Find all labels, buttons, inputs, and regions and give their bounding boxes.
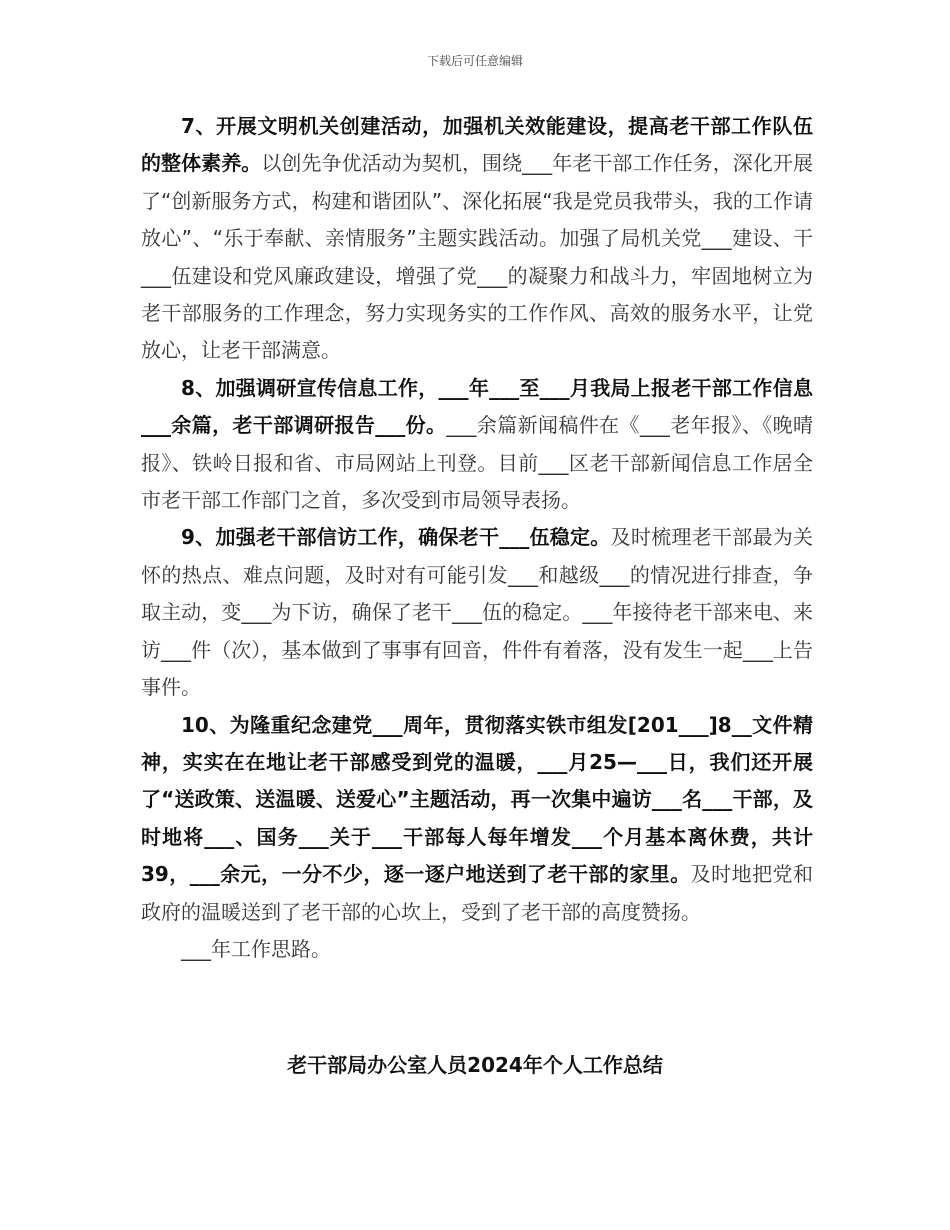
paragraph-work-plan-text: ___年工作思路。 bbox=[181, 936, 331, 961]
paragraph-10-heading: 10、为隆重纪念建党___周年，贯彻落实铁市组发[201___]8__文件精神，实实在在地让老干部感受到党的温暖，___月25—___日，我们还开展了“送政策、送温暖、送爱心”主题活动，再一次集中遍访___名___干部，及时地将___、国务___关于___干部每人每年增发___个月基本离休费，共计39，___余元，一分不少，逐一逐户地送到了老干部的家里。 bbox=[141, 712, 813, 887]
paragraph-9 bbox=[141, 519, 813, 706]
paragraph-7-heading: 7、开展文明机关创建活动，加强机关效能建设，提高老干部工作队伍的整体素养。 bbox=[141, 114, 813, 176]
paragraph-10 bbox=[141, 707, 813, 931]
page-header: 下载后可任意编辑 bbox=[426, 54, 523, 68]
paragraph-9-heading: 9、加强老干部信访工作，确保老干___伍稳定。 bbox=[181, 525, 611, 550]
paragraph-8-text: ___余篇新闻稿件在《___老年报》、《晚晴报》、铁岭日报和省、市局网站上刊登。目前___区老干部新闻信息工作居全市老干部工作部门之首，多次受到市局领导表扬。 bbox=[141, 413, 814, 513]
document-title: 老干部局办公室人员2024年个人工作总结 bbox=[287, 1053, 663, 1077]
paragraph-work-plan bbox=[141, 931, 813, 968]
paragraph-9-text: 及时梳理老干部最为关怀的热点、难点问题，及时对有可能引发___和越级___的情况进行排查，争取主动，变___为下访，确保了老干___伍的稳定。___年接待老干部来电、来访___件（次），基本做到了事事有回音，件件有着落，没有发生一起___上告事件。 bbox=[141, 525, 814, 700]
paragraph-8-heading: 8、加强调研宣传信息工作，___年___至___月我局上报老干部工作信息___余篇，老干部调研报告___份。 bbox=[141, 375, 813, 438]
paragraph-7-text: 以创先争优活动为契机，围绕___年老干部工作任务，深化开展了“创新服务方式，构建和谐团队”、深化拓展“我是党员我带头，我的工作请放心”、“乐于奉献、亲情服务”主题实践活动。加强了局机关党___建设、干___伍建设和党风廉政建设，增强了党___的凝聚力和战斗力，牢固地树立为老干部服务的工作理念，努力实现务实的工作作风、高效的服务水平，让党放心，让老干部满意。 bbox=[141, 151, 813, 363]
paragraph-7 bbox=[141, 108, 813, 370]
document-body bbox=[141, 108, 813, 968]
paragraph-8 bbox=[141, 370, 813, 520]
paragraph-10-text: 及时地把党和政府的温暖送到了老干部的心坎上，受到了老干部的高度赞扬。 bbox=[141, 862, 814, 924]
